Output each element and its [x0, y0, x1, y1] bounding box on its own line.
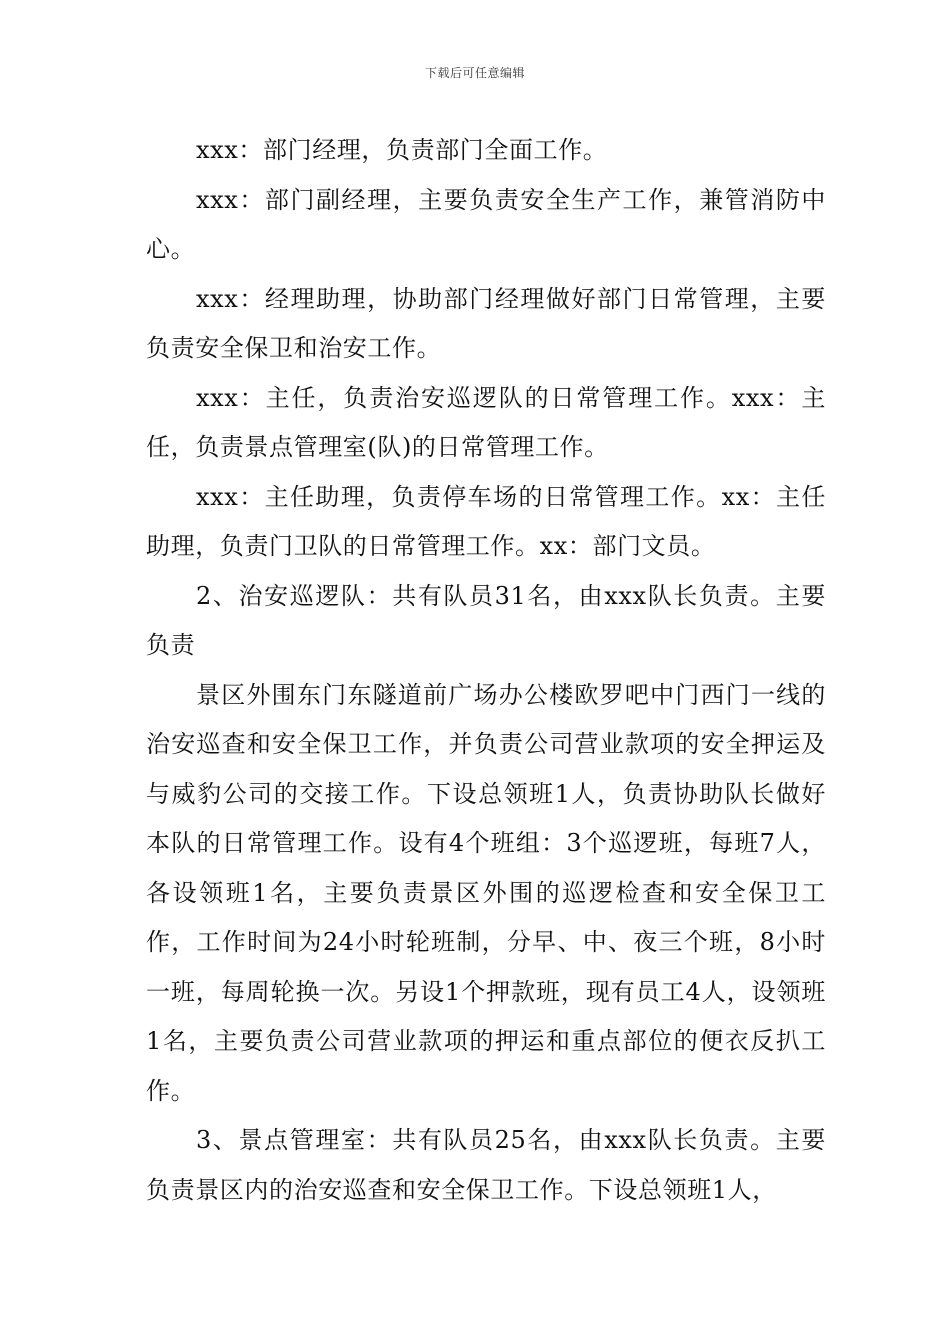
header-note: 下载后可任意编辑: [424, 66, 525, 80]
paragraph: xxx：部门经理，负责部门全面工作。: [196, 136, 608, 164]
paragraph: 景区外围东门东隧道前广场办公楼欧罗吧中门西门一线的治安巡查和安全保卫工作，并负责公司营业款项的安全押运及与威豹公司的交接工作。下设总领班1人，负责协助队长做好本队的日常管理工作。设有4个班组：3个巡逻班，每班7人，各设领班1名，主要负责景区外围的巡逻检查和安全保卫工作，工作时间为24小时轮班制，分早、中、夜三个班，8小时一班，每周轮换一次。另设1个押款班，现有员工4人，设领班1名，主要负责公司营业款项的押运和重点部位的便衣反扒工作。: [146, 680, 826, 1105]
paragraph: xxx：部门副经理，主要负责安全生产工作，兼管消防中心。: [146, 185, 826, 263]
paragraph: xxx：经理助理，协助部门经理做好部门日常管理，主要负责安全保卫和治安工作。: [146, 284, 826, 362]
paragraph: 3、景点管理室：共有队员25名，由xxx队长负责。主要负责景区内的治安巡查和安全保卫工作。下设总领班1人，: [146, 1126, 826, 1204]
paragraph: 2、治安巡逻队：共有队员31名，由xxx队长负责。主要负责: [146, 581, 826, 659]
paragraph: xxx：主任，负责治安巡逻队的日常管理工作。xxx：主任，负责景点管理室(队)的日常管理工作。: [146, 383, 826, 461]
document-body: [146, 126, 826, 1215]
paragraph: xxx：主任助理，负责停车场的日常管理工作。xx：主任助理，负责门卫队的日常管理工作。xx：部门文员。: [146, 482, 826, 560]
